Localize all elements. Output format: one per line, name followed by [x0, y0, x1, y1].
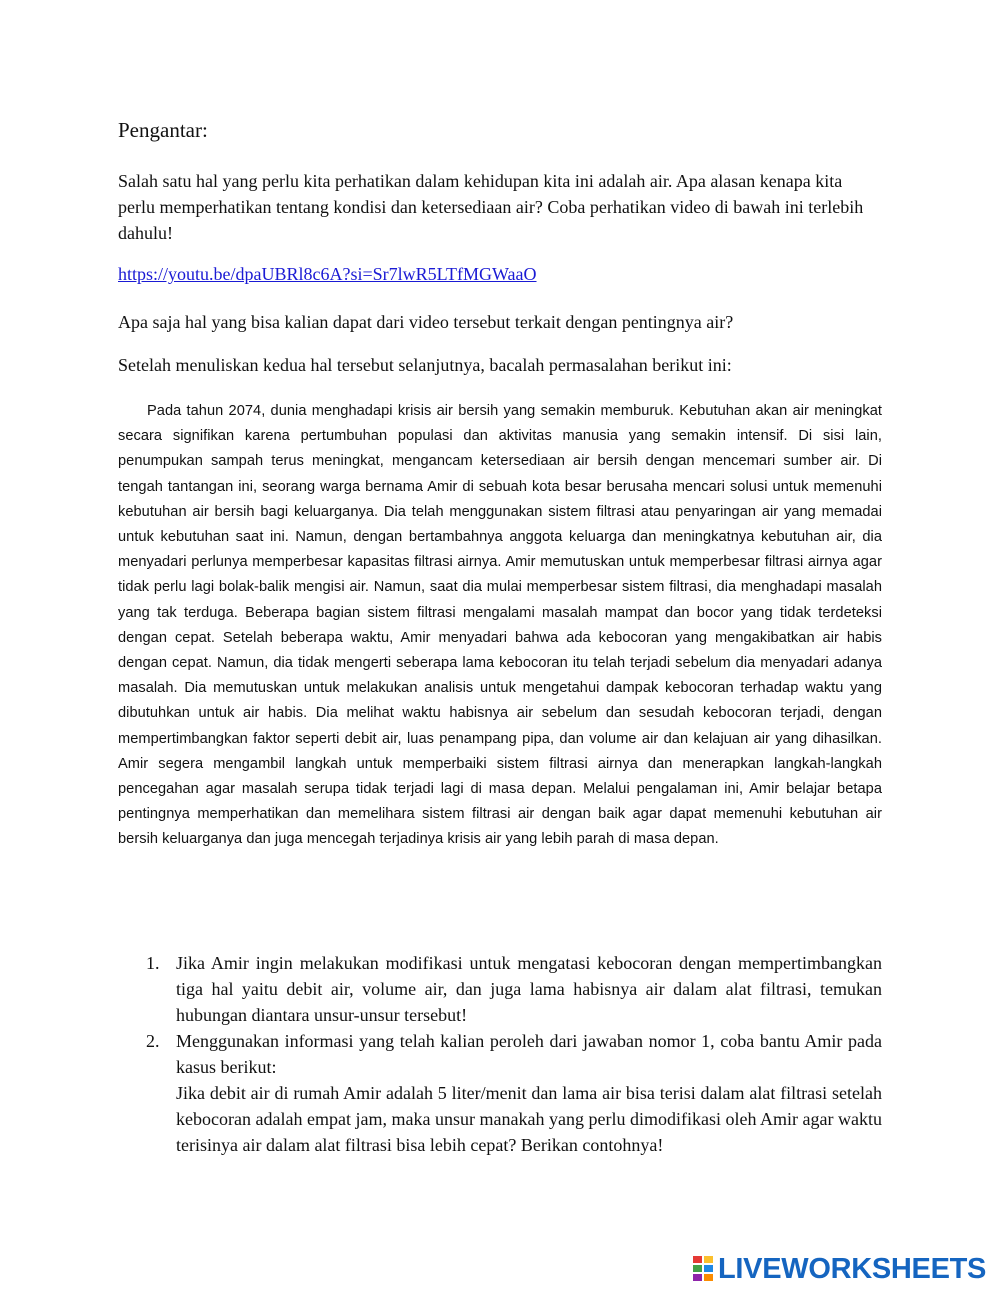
- task-number: 1.: [146, 953, 160, 973]
- story-paragraph: Pada tahun 2074, dunia menghadapi krisis air bersih yang semakin memburuk. Kebutuhan akan air meningkat secara signifikan karena pertumbuhan populasi dan aktivitas manusia yang semakin intensif. Di sisi lain, penumpukan sampah terus meningkat, mengancam ketersediaan air bersih dengan mencemari sumber air. Di tengah tantangan ini, seorang warga bernama Amir di sebuah kota besar berusaha mencari solusi untuk memenuhi kebutuhan air bersih bagi keluarganya. Dia telah menggunakan sistem filtrasi atau penyaringan air yang memadai untuk kebutuhan saat ini. Namun, dengan bertambahnya anggota keluarga dan meningkatnya kebutuhan air, dia menyadari perlunya memperbesar kapasitas filtrasi airnya. Amir memutuskan untuk memperbesar filtrasi airnya agar tidak perlu lagi bolak-balik mengisi air. Namun, saat dia mulai memperbesar sistem filtrasi, dia menghadapi masalah yang tak terduga. Beberapa bagian sistem filtrasi mengalami masalah mampat dan bocor yang tidak terdeteksi dengan cepat. Setelah beberapa waktu, Amir menyadari bahwa ada kebocoran yang mengakibatkan air habis dengan cepat. Namun, dia tidak mengerti seberapa lama kebocoran itu telah terjadi sebelum dia menyadari adanya masalah. Dia memutuskan untuk melakukan analisis untuk mengetahui dampak kebocoran terhadap waktu yang dibutuhkan untuk air habis. Dia melihat waktu habisnya air sebelum dan sesudah kebocoran terjadi, dengan mempertimbangkan faktor seperti debit air, luas penampang pipa, dan volume air dan kelajuan air yang dihasilkan. Amir segera mengambil langkah untuk memperbaiki sistem filtrasi airnya dan menerapkan langkah-langkah pencegahan agar masalah serupa tidak terjadi lagi di masa depan. Melalui pengalaman ini, Amir belajar betapa pentingnya memperhatikan dan memelihara sistem filtrasi air dengan baik agar dapat memenuhi kebutuhan air bersih keluarganya dan juga mencegah terjadinya krisis air yang lebih parah di masa depan.: [118, 403, 882, 848]
- task-text: Menggunakan informasi yang telah kalian peroleh dari jawaban nomor 1, coba bantu Amir pada kasus berikut:: [176, 1031, 882, 1077]
- task-text: Jika Amir ingin melakukan modifikasi untuk mengatasi kebocoran dengan mempertimbangkan tiga hal yaitu debit air, volume air, dan juga lama habisnya air dalam alat filtrasi, temukan hubungan diantara unsur-unsur tersebut!: [176, 953, 882, 1025]
- liveworksheets-logo: [692, 1252, 986, 1286]
- video-question: Apa saja hal yang bisa kalian dapat dari video tersebut terkait dengan pentingnya air?: [118, 312, 734, 332]
- page-heading: Pengantar:: [118, 118, 208, 142]
- intro-paragraph: Salah satu hal yang perlu kita perhatikan dalam kehidupan kita ini adalah air. Apa alasan kenapa kita perlu memperhatikan tentang kondisi dan ketersediaan air? Coba perhatikan video di bawah ini terlebih dahulu!: [118, 171, 864, 243]
- task-number: 2.: [146, 1031, 160, 1051]
- task-item-2: [118, 1028, 882, 1158]
- task-list: [118, 950, 882, 1158]
- task-case-text: Jika debit air di rumah Amir adalah 5 liter/menit dan lama air bisa terisi dalam alat filtrasi setelah kebocoran adalah empat jam, maka unsur manakah yang perlu dimodifikasi oleh Amir agar waktu terisinya air dalam alat filtrasi bisa lebih cepat? Berikan contohnya!: [176, 1083, 882, 1155]
- next-instruction: Setelah menuliskan kedua hal tersebut selanjutnya, bacalah permasalahan berikut ini:: [118, 355, 732, 375]
- video-link[interactable]: https://youtu.be/dpaUBRl8c6A?si=Sr7lwR5LTfMGWaaO: [118, 264, 537, 284]
- liveworksheets-logo-icon: [692, 1254, 714, 1284]
- liveworksheets-logo-text: LIVEWORKSHEETS: [718, 1253, 987, 1285]
- task-item-1: [118, 950, 882, 1028]
